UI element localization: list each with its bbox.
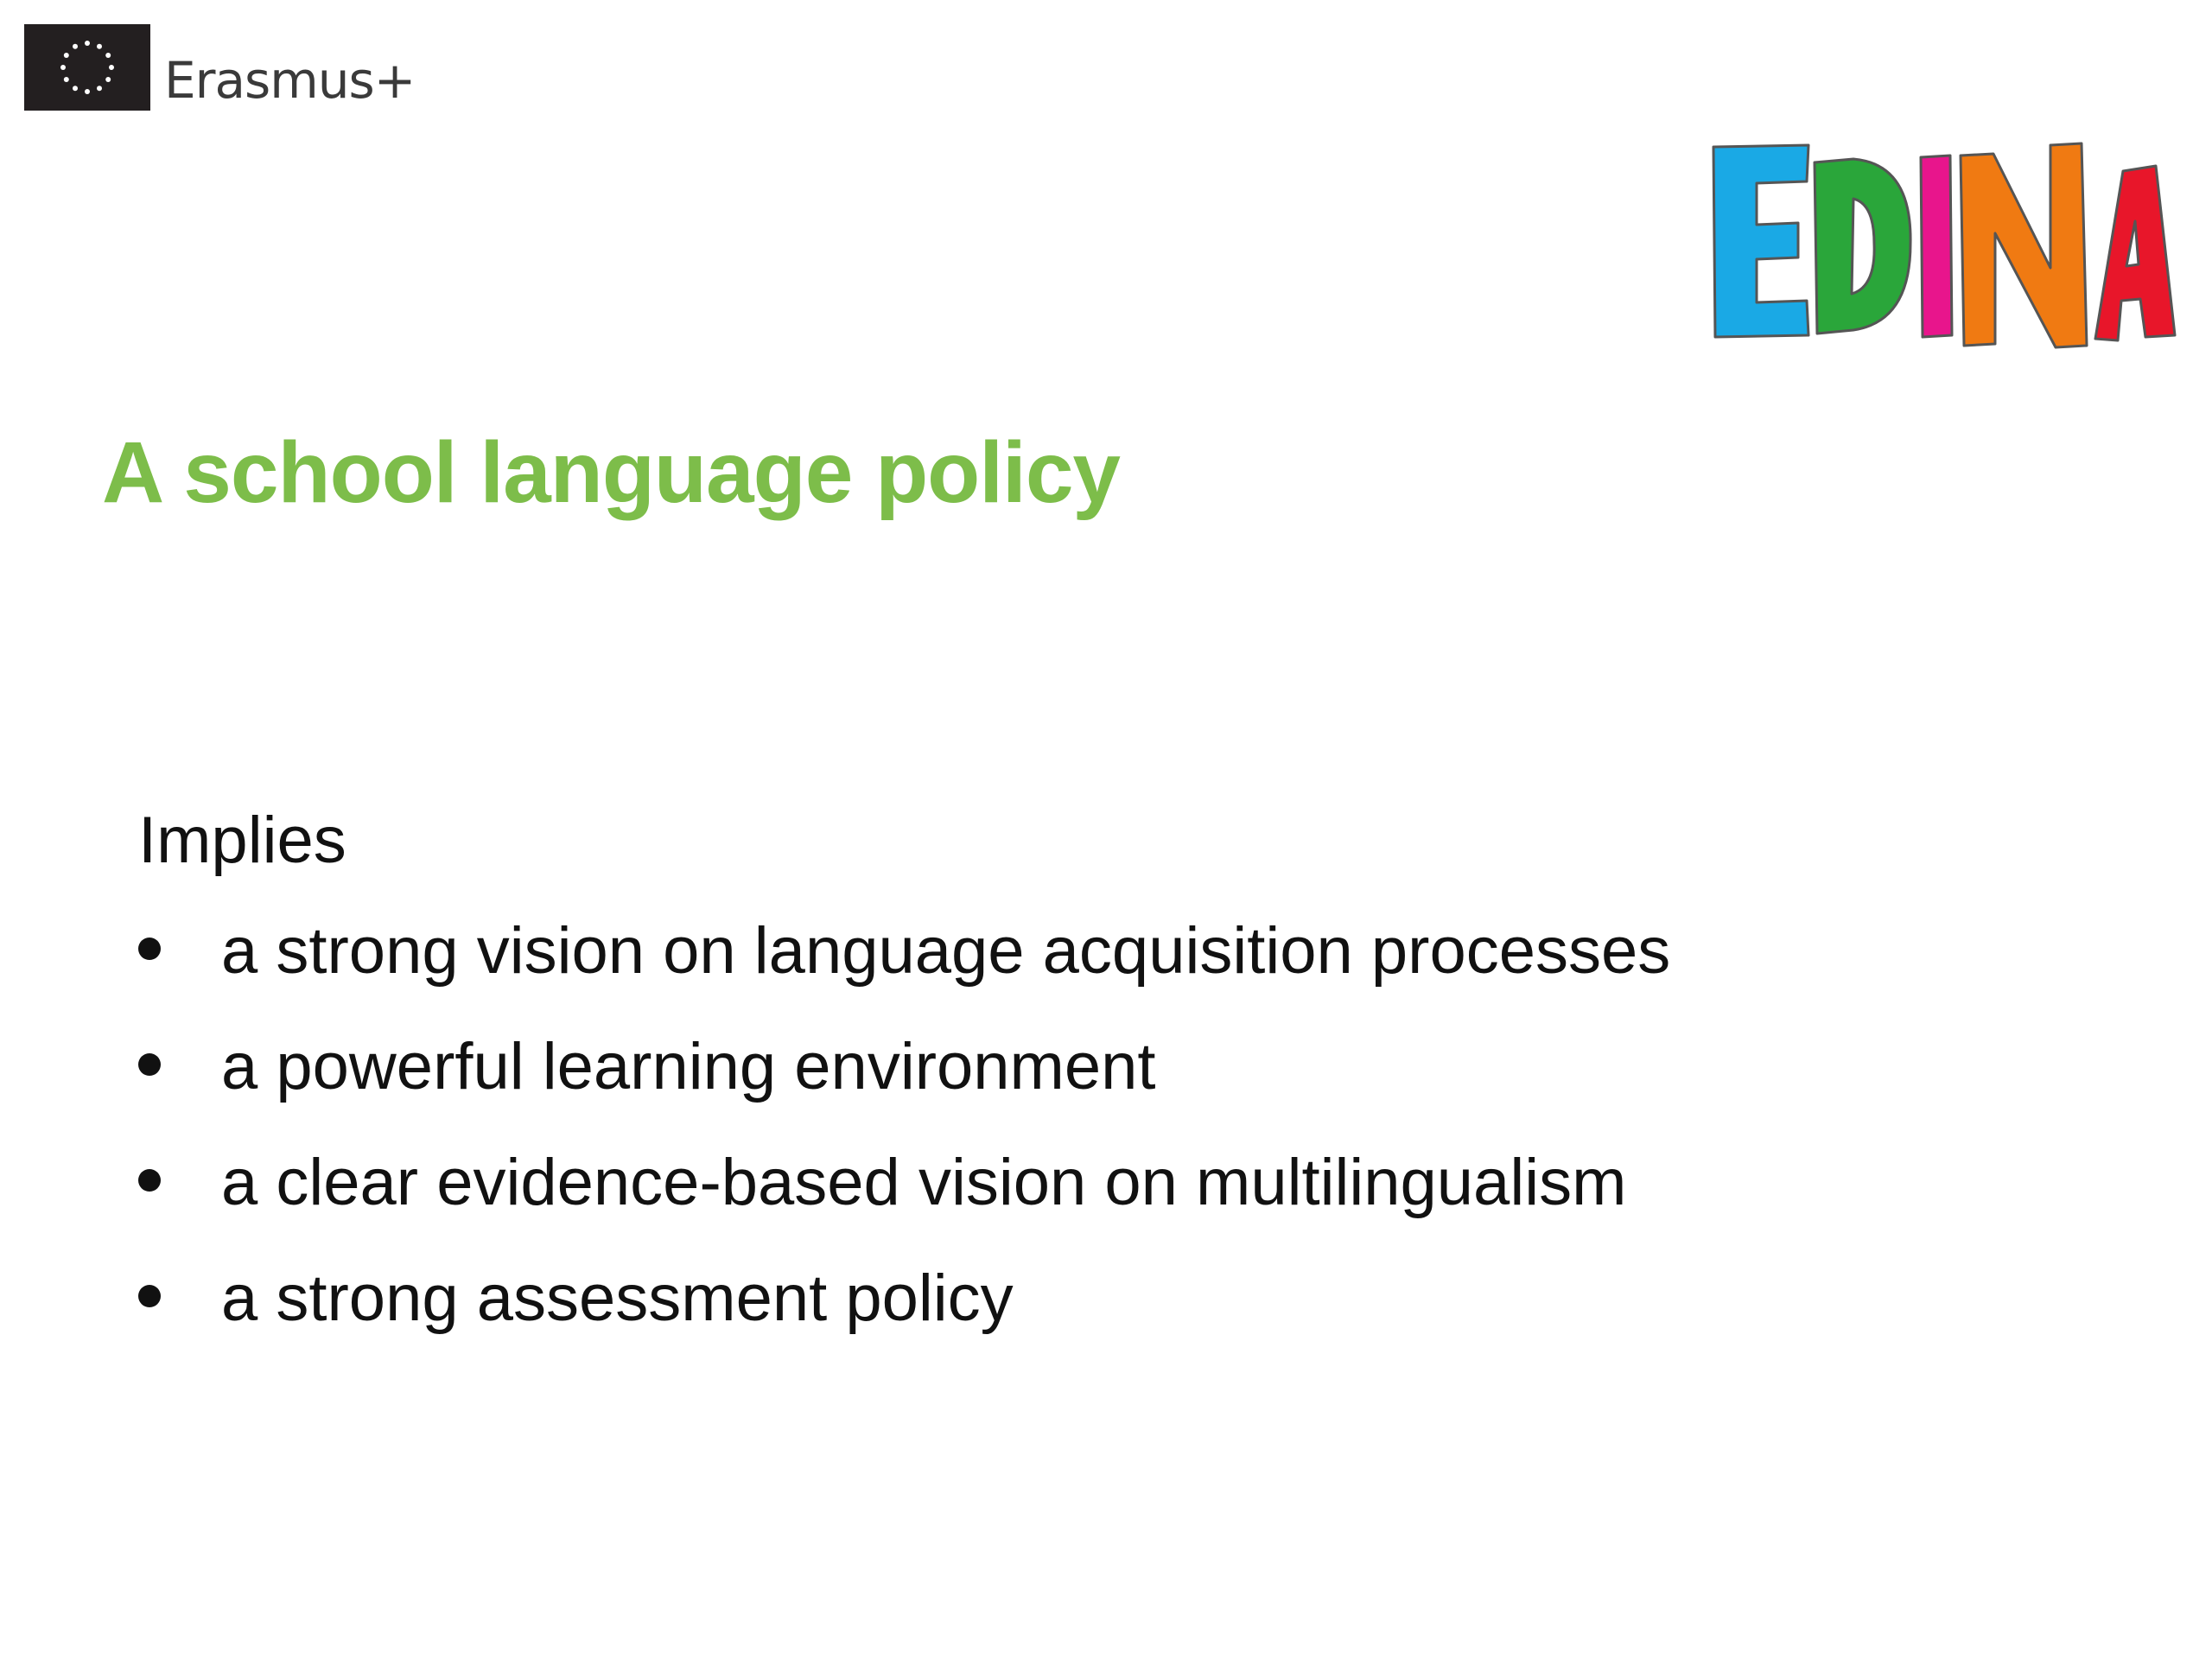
bullet-text: a powerful learning environment [221, 1030, 1156, 1103]
bullet-icon [138, 1169, 161, 1192]
intro-text: Implies [138, 804, 346, 877]
erasmus-logo-text: Erasmus+ [164, 51, 416, 110]
bullet-icon [138, 1285, 161, 1307]
bullet-list [138, 914, 1671, 1335]
bullet-text: a clear evidence-based vision on multilingualism [221, 1146, 1627, 1219]
slide-body [138, 804, 1671, 1382]
list-item [138, 1146, 1670, 1219]
slide-title: A school language policy [102, 424, 1121, 521]
list-item [138, 914, 1671, 988]
bullet-text: a strong vision on language acquisition processes [221, 914, 1671, 988]
eu-flag-icon [24, 24, 150, 111]
bullet-text: a strong assessment policy [221, 1262, 1014, 1335]
bullet-icon [138, 938, 161, 960]
list-item [138, 1030, 1670, 1103]
erasmus-plus-logo [24, 24, 415, 111]
list-item [138, 1262, 1670, 1335]
edina-logo [1707, 138, 2177, 354]
bullet-icon [138, 1053, 161, 1076]
